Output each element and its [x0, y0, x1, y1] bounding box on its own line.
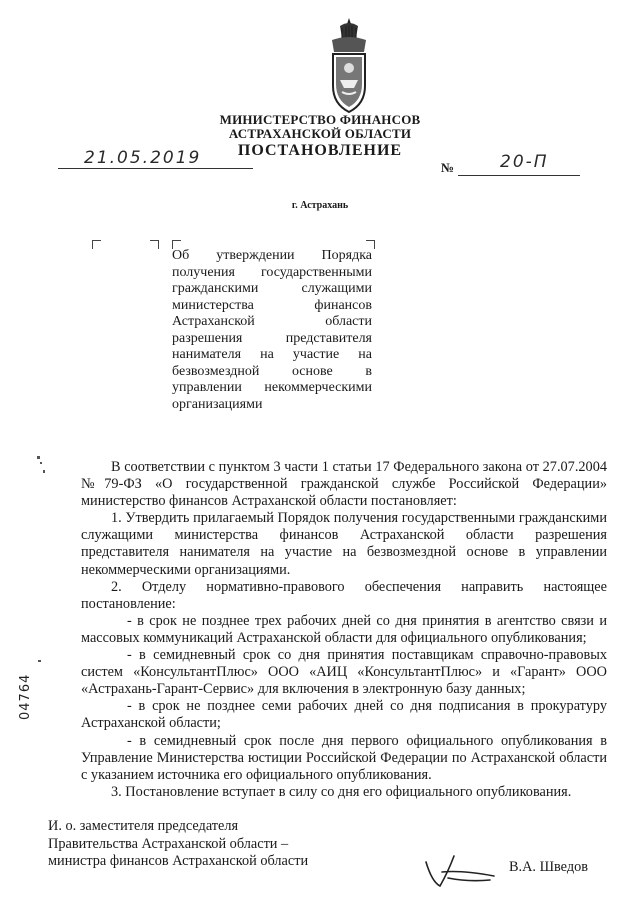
subject-heading: Об утверждении Порядка получения государственными гражданскими служащими министерства финансов Астраханской области разрешения представителя нанимателя на участие на безвозмездной основе в управлении некоммерческими организациями: [172, 248, 372, 412]
preamble-paragraph: В соответствии с пунктом 3 части 1 статьи 17 Федерального закона от 27.07.2004 №79-ФЗ «О государственной гражданской службе Российской Федерации» министерство финансов Астраханской области постановляет:: [81, 459, 607, 510]
document-number: 20-П: [500, 152, 549, 172]
document-date: 21.05.2019: [84, 148, 202, 168]
item-2-sub-d: - в семидневный срок после дня первого официального опубликования в Управление Министерства юстиции Российской Федерации по Астраханской области с указанием источника его официального опубликования.: [81, 732, 607, 783]
signatory-name: В.А. Шведов: [509, 859, 589, 875]
number-underline: [458, 175, 580, 176]
scan-speck: [40, 462, 42, 464]
coat-of-arms-icon: [326, 16, 372, 116]
scan-speck: [43, 470, 45, 473]
item-2-sub-a: - в срок не позднее трех рабочих дней со дня принятия в агентство связи и массовых коммуникаций Астраханской области для официального опубликования;: [81, 612, 607, 646]
scan-speck: [38, 660, 41, 662]
date-underline: [58, 168, 253, 169]
document-type-title: ПОСТАНОВЛЕНИЕ: [237, 142, 403, 159]
registration-stamp-number: 04764: [18, 673, 33, 720]
document-body: [81, 459, 607, 801]
signatory-title-line2: Правительства Астраханской области –: [48, 835, 289, 852]
item-2-sub-b: - в семидневный срок со дня принятия поставщикам справочно-правовых систем «КонсультантПлюс» ООО «АИЦ «КонсультантПлюс» и «Гарант» ООО «Астрахань-Гарант-Сервис» для включения в электронную базу данных;: [81, 647, 607, 698]
handwritten-signature-icon: [418, 842, 498, 892]
item-1-paragraph: 1. Утвердить прилагаемый Порядок получения государственными гражданскими служащими министерства финансов Астраханской области разрешения представителя нанимателя на участие на безвозмездной основе в управлении некоммерческими организациями.: [81, 510, 607, 578]
signatory-title-line3: министра финансов Астраханской области: [48, 853, 309, 869]
city-label: г. Астрахань: [291, 200, 349, 211]
item-2-sub-c: - в срок не позднее семи рабочих дней со дня подписания в прокуратуру Астраханской области;: [81, 698, 607, 732]
signatory-title: [48, 818, 308, 871]
scan-speck: [37, 456, 40, 459]
ministry-name-line1: МИНИСТЕРСТВО ФИНАНСОВ: [219, 112, 421, 127]
ministry-name-line2: АСТРАХАНСКОЙ ОБЛАСТИ: [228, 126, 412, 141]
signatory-title-line1: И. о. заместителя председателя: [48, 818, 239, 834]
number-sign: №: [441, 160, 455, 175]
right-bracket-mark: [150, 240, 159, 249]
item-2-paragraph: 2. Отделу нормативно-правового обеспечения направить настоящее постановление:: [81, 578, 607, 612]
left-bracket-mark: [92, 240, 101, 249]
item-3-paragraph: 3. Постановление вступает в силу со дня его официального опубликования.: [111, 783, 572, 800]
